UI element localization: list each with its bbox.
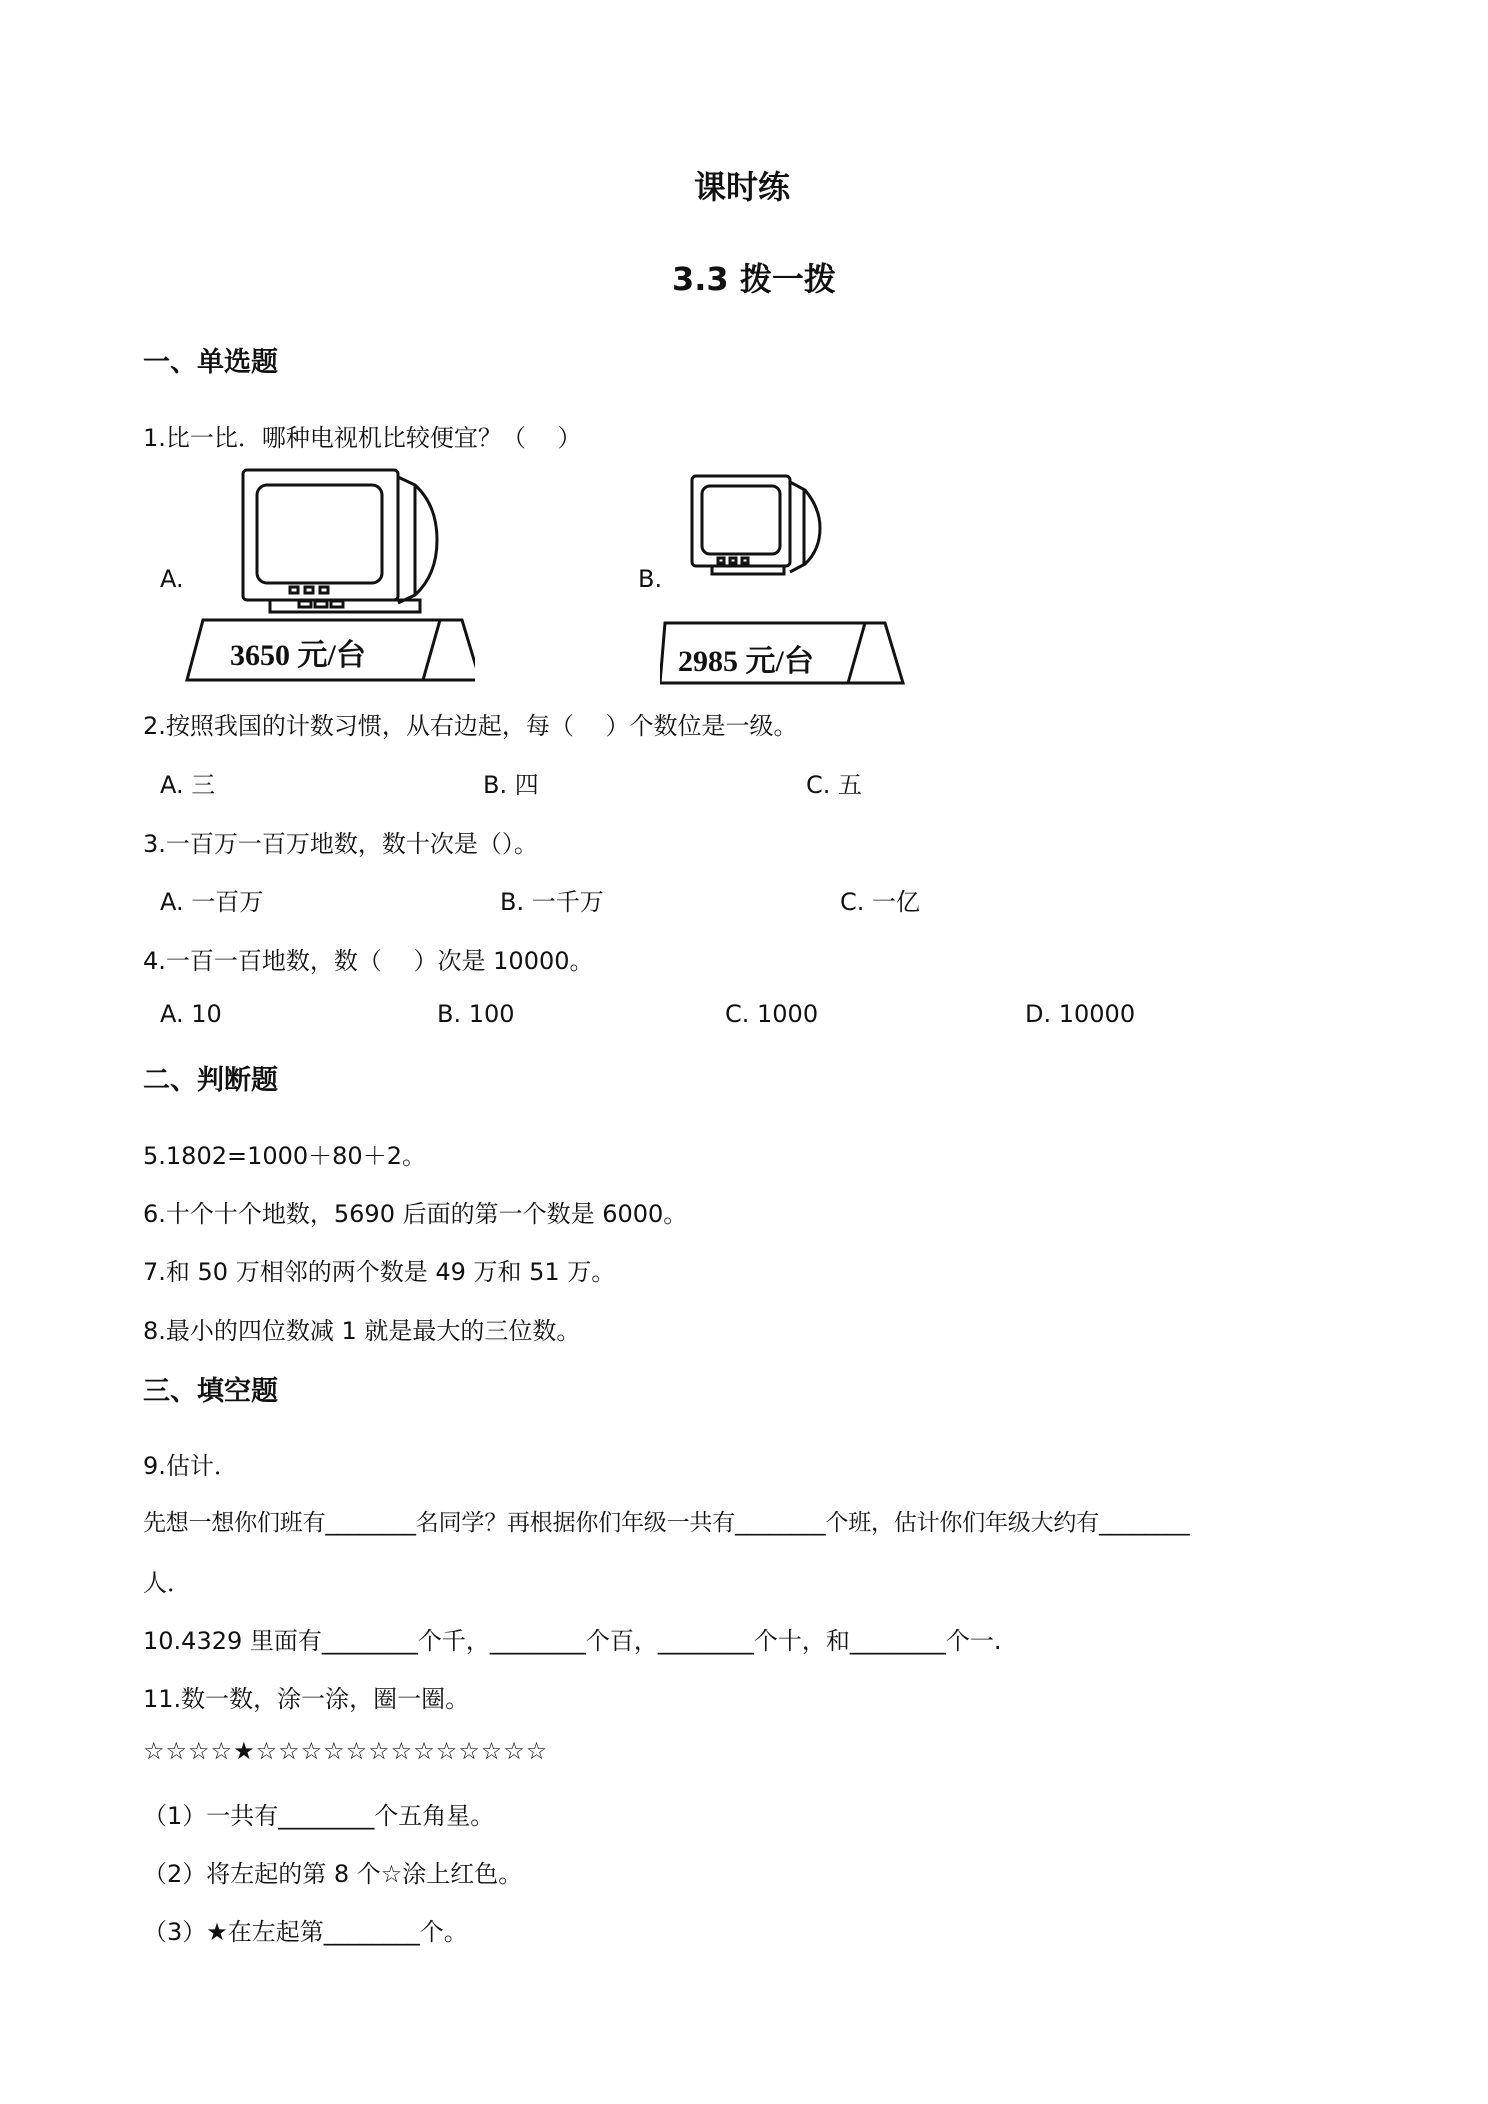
- q3-option-b: B. 一千万: [500, 888, 604, 916]
- question-10: 10.4329 里面有________个千，________个百，________个十，和________个一.: [143, 1627, 1002, 1655]
- page-subtitle: 3.3 拨一拨: [672, 260, 836, 298]
- tv-a-price: 3650 元/台: [230, 639, 366, 672]
- question-9-line-1: 先想一想你们班有________名同学？再根据你们年级一共有________个班，估计你们年级大约有________: [143, 1510, 1190, 1536]
- q3-option-c: C. 一亿: [840, 888, 921, 916]
- question-2: 2.按照我国的计数习惯，从右边起，每（ ）个数位是一级。: [143, 712, 798, 740]
- question-11-part-3: （3）★在左起第________个。: [143, 1918, 468, 1946]
- question-6: 6.十个十个地数，5690 后面的第一个数是 6000。: [143, 1200, 688, 1228]
- q4-option-a: A. 10: [160, 1000, 222, 1028]
- tv-b-price: 2985 元/台: [678, 645, 814, 678]
- section-heading-single-choice: 一、单选题: [143, 347, 278, 378]
- q1-option-b-label: B.: [638, 565, 663, 593]
- question-11-part-2: （2）将左起的第 8 个☆涂上红色。: [143, 1860, 523, 1888]
- tv-a-figure: [185, 465, 475, 690]
- q4-option-b: B. 100: [437, 1000, 515, 1028]
- question-11-title: 11.数一数，涂一涂，圈一圈。: [143, 1685, 470, 1713]
- question-4: 4.一百一百地数，数（ ）次是 10000。: [143, 947, 594, 975]
- tv-b-figure: [660, 468, 920, 693]
- q1-option-a-label: A.: [160, 565, 184, 593]
- question-9-line-2: 人．: [143, 1569, 191, 1597]
- section-heading-true-false: 二、判断题: [143, 1065, 278, 1096]
- section-heading-fill-in: 三、填空题: [143, 1376, 278, 1407]
- q3-option-a: A. 一百万: [160, 888, 264, 916]
- question-11-part-1: （1）一共有________个五角星。: [143, 1802, 495, 1830]
- q2-option-b: B. 四: [483, 771, 539, 799]
- question-3: 3.一百万一百万地数，数十次是（）。: [143, 830, 538, 858]
- question-7: 7.和 50 万相邻的两个数是 49 万和 51 万。: [143, 1258, 616, 1286]
- question-8: 8.最小的四位数减 1 就是最大的三位数。: [143, 1317, 581, 1345]
- star-row: ☆☆☆☆★☆☆☆☆☆☆☆☆☆☆☆☆☆: [143, 1737, 549, 1765]
- q2-option-c: C. 五: [806, 771, 863, 799]
- question-1: 1.比一比．哪种电视机比较便宜？（ ）: [143, 424, 582, 452]
- page-title: 课时练: [694, 168, 791, 206]
- question-5: 5.1802=1000＋80＋2。: [143, 1142, 426, 1170]
- q4-option-c: C. 1000: [725, 1000, 819, 1028]
- q4-option-d: D. 10000: [1025, 1000, 1136, 1028]
- q2-option-a: A. 三: [160, 771, 216, 799]
- question-9-title: 9.估计．: [143, 1452, 238, 1480]
